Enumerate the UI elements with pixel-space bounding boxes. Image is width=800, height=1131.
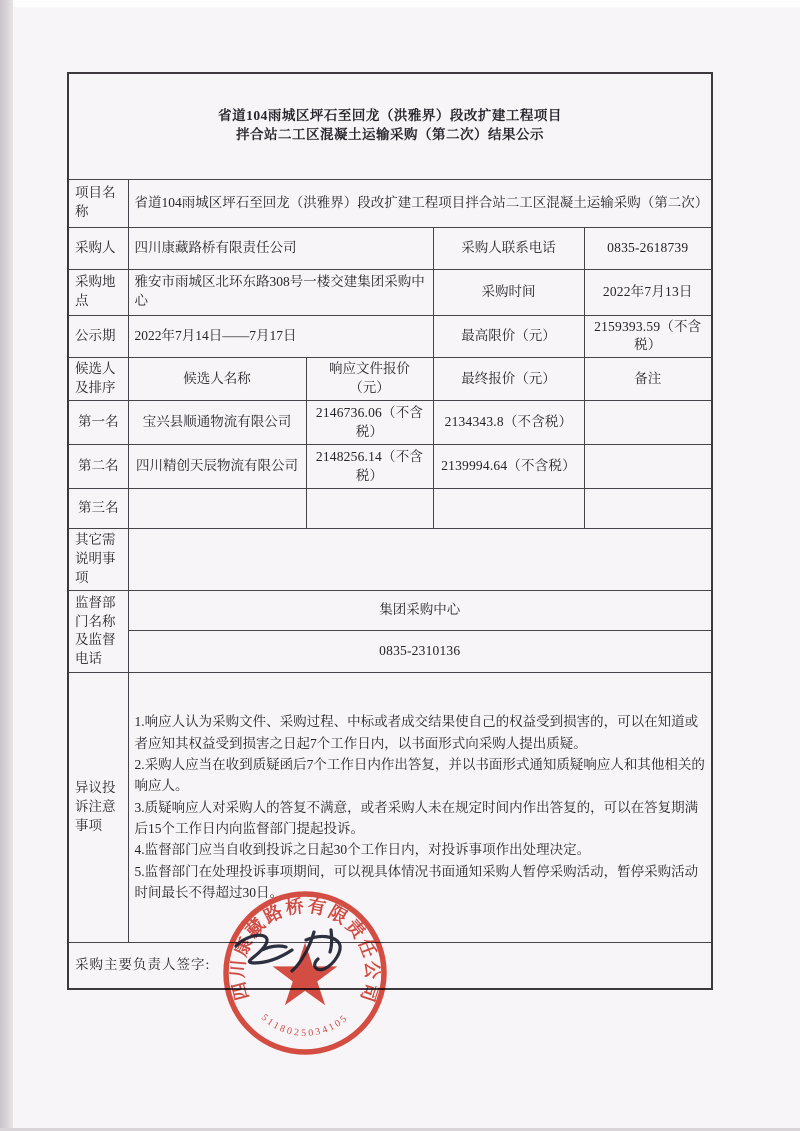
candidate-final-price (433, 489, 584, 529)
location-value: 雅安市雨城区北环东路308号一楼交建集团采购中心 (128, 269, 433, 315)
seal-company-text: 四川康藏路桥有限责任公司 (227, 895, 383, 1007)
candidate-rank: 第一名 (68, 401, 128, 445)
document-title (68, 73, 712, 179)
purchase-time-value: 2022年7月13日 (584, 269, 712, 315)
other-notes-label: 其它需说明事项 (68, 529, 128, 591)
objection-item-4: 4.监督部门应当自收到投诉之日起30个工作日内，对投诉事项作出处理决定。 (134, 842, 591, 858)
candidates-header-row (68, 358, 712, 401)
table-row (68, 529, 712, 591)
objection-item-5: 5.监督部门在处理投诉事项期间，可以视具体情况书面通知采购人暂停采购活动，暂停采购活动时间最长不得超过30日。 (134, 863, 699, 901)
location-label: 采购地点 (68, 269, 128, 315)
candidate-rank: 第三名 (68, 489, 128, 529)
candidate-remark (584, 401, 712, 445)
table-row (68, 590, 712, 630)
candidate-name: 四川精创天辰物流有限公司 (128, 445, 306, 489)
other-notes-value (128, 529, 712, 591)
candidate-row-2 (68, 445, 712, 489)
objection-label: 异议投诉注意事项 (68, 672, 128, 942)
project-name-label: 项目名称 (68, 179, 128, 227)
candidate-final-price: 2134343.8（不含税） (433, 401, 584, 445)
candidate-doc-price (306, 489, 433, 529)
title-line-1: 省道104雨城区坪石至回龙（洪雅界）段改扩建工程项目 (218, 108, 562, 124)
signature-label: 采购主要负责人签字: (68, 942, 712, 989)
title-line-2: 拌合站二工区混凝土运输采购（第二次）结果公示 (236, 127, 544, 143)
objection-row (68, 672, 712, 942)
publicity-period-value: 2022年7月14日——7月17日 (128, 315, 433, 358)
objection-item-1: 1.响应人认为采购文件、采购过程、中标或者成交结果使自己的权益受到损害的，可以在知道或者应知其权益受到损害之日起7个工作日内，以书面形式向采购人提出质疑。 (134, 714, 699, 751)
seal-number-text: 5118025034105 (258, 1012, 352, 1039)
purchaser-value: 四川康藏路桥有限责任公司 (128, 227, 433, 269)
purchaser-phone-value: 0835-2618739 (584, 227, 712, 269)
table-row (68, 179, 712, 227)
announcement-table (67, 72, 713, 990)
table-row (68, 315, 712, 358)
objection-item-3: 3.质疑响应人对采购人的答复不满意，或者采购人未在规定时间内作出答复的，可以在答复期满后15个工作日内向监督部门提起投诉。 (134, 799, 699, 837)
publicity-period-label: 公示期 (68, 315, 128, 358)
candidate-name-header: 候选人名称 (128, 358, 306, 401)
table-row (68, 73, 712, 179)
candidate-doc-price: 2148256.14（不含税） (306, 445, 433, 489)
purchaser-label: 采购人 (68, 227, 128, 269)
candidate-doc-price: 2146736.06（不含税） (306, 401, 433, 445)
supervision-name: 集团采购中心 (128, 590, 712, 630)
table-row (68, 227, 712, 269)
candidate-final-price: 2139994.64（不含税） (433, 445, 584, 489)
candidate-remark (584, 445, 712, 489)
candidate-rank-header: 候选人及排序 (68, 358, 128, 401)
table-row (68, 630, 712, 672)
purchase-time-label: 采购时间 (433, 269, 584, 315)
objection-content (128, 672, 712, 942)
final-price-header: 最终报价（元） (433, 358, 584, 401)
remark-header: 备注 (584, 358, 712, 401)
candidate-row-3 (68, 489, 712, 529)
candidate-remark (584, 489, 712, 529)
candidate-name: 宝兴县顺通物流有限公司 (128, 401, 306, 445)
table-row (68, 269, 712, 315)
scan-edge-left (0, 0, 13, 1131)
project-name-value: 省道104雨城区坪石至回龙（洪雅界）段改扩建工程项目拌合站二工区混凝土运输采购（第二次） (128, 179, 712, 227)
scan-edge-top (13, 0, 800, 7)
signature-row (68, 942, 712, 989)
candidate-row-1 (68, 401, 712, 445)
candidate-rank: 第二名 (68, 445, 128, 489)
max-price-value: 2159393.59（不含税） (584, 315, 712, 358)
supervision-phone: 0835-2310136 (128, 630, 712, 672)
supervision-label: 监督部门名称及监督电话 (68, 590, 128, 672)
doc-price-header: 响应文件报价（元） (306, 358, 433, 401)
candidate-name (128, 489, 306, 529)
purchaser-phone-label: 采购人联系电话 (433, 227, 584, 269)
objection-item-2: 2.采购人应当在收到质疑函后7个工作日内作出答复，并以书面形式通知质疑响应人和其他相关的响应人。 (134, 757, 705, 794)
max-price-label: 最高限价（元） (433, 315, 584, 358)
